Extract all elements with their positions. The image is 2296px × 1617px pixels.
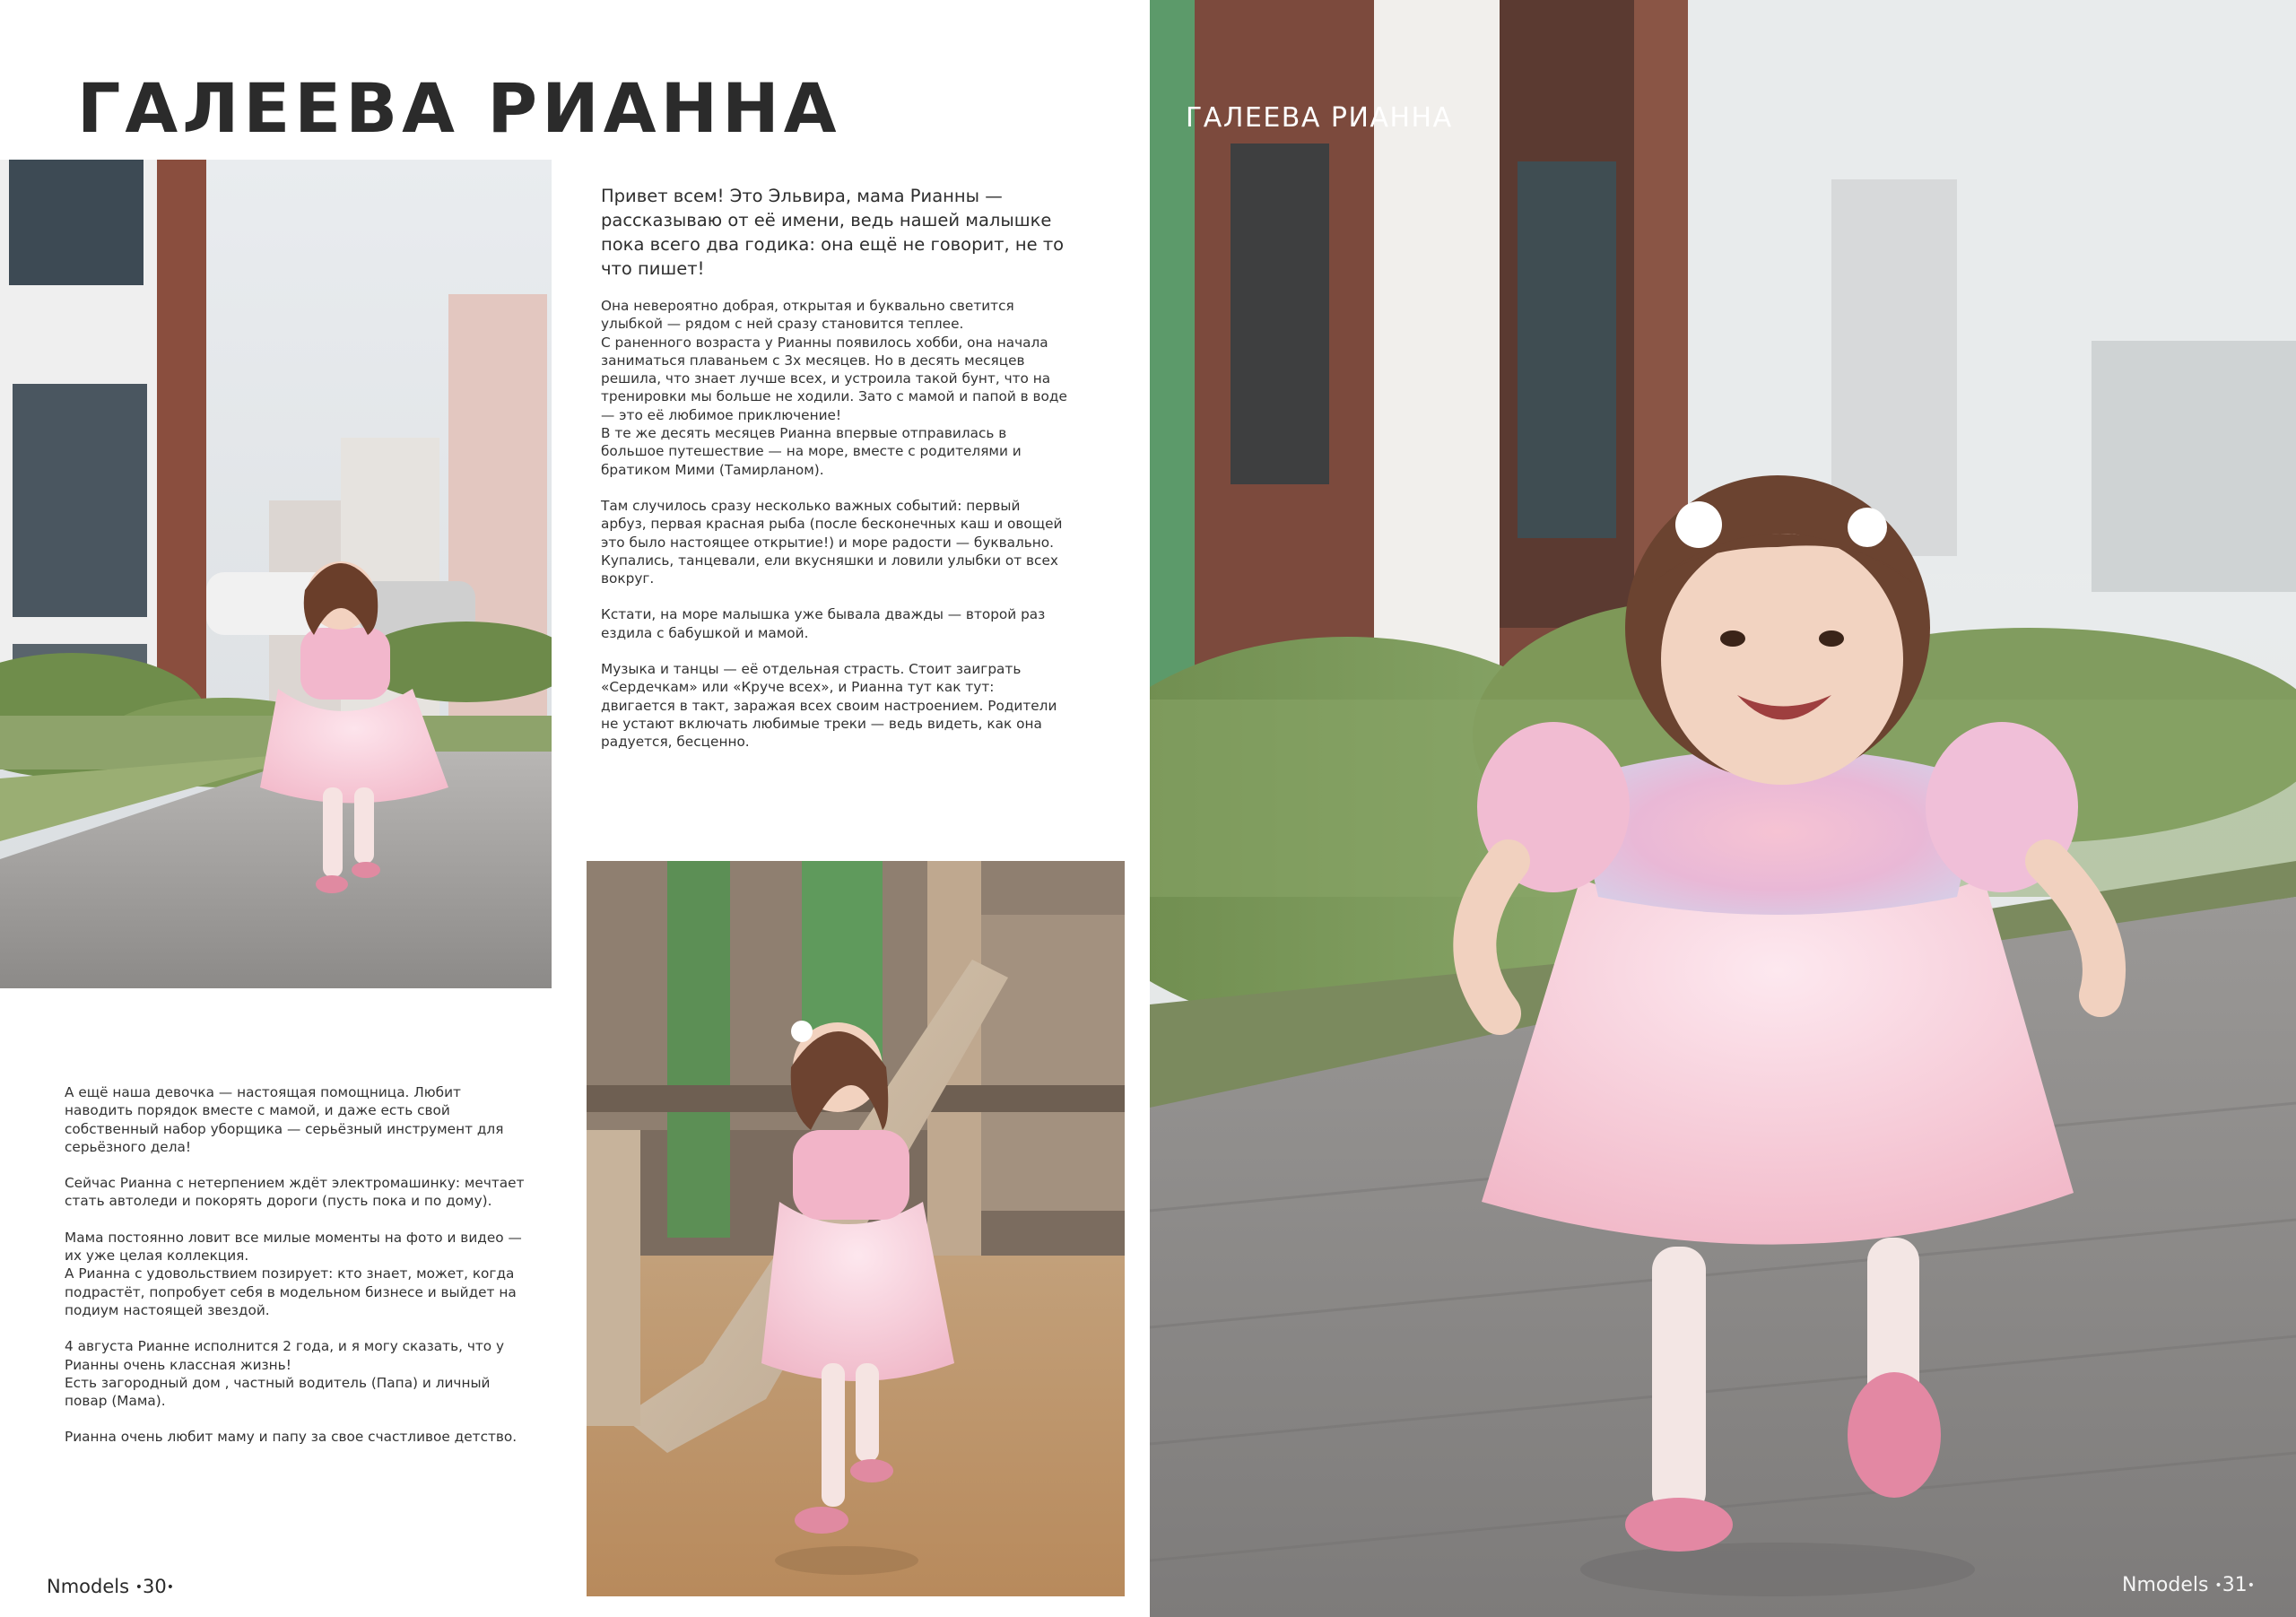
photo-playground — [587, 861, 1125, 1596]
story-paragraph: Мама постоянно ловит все милые моменты на фото и видео — их уже целая коллекция. А Рианна с удовольствием позирует: кто знает, может, когда подрастёт, попробует себя в модельном бизнесе и выйдет на подиум настоящей звездой. — [65, 1229, 522, 1318]
story-column — [601, 297, 1067, 769]
folio-left — [47, 1576, 174, 1597]
folio-right — [2122, 1574, 2255, 1596]
story-paragraph: Кстати, на море малышка уже бывала дважды — второй раз ездила с бабушкой и мамой. — [601, 606, 1046, 641]
story-column-bottom — [65, 1083, 531, 1465]
folio-page-number: 31 — [2222, 1574, 2248, 1596]
story-paragraph: Сейчас Рианна с нетерпением ждёт электромашинку: мечтает стать автоледи и покорять дороги (пусть пока и по дому). — [65, 1175, 525, 1210]
folio-page-number: 30 — [143, 1576, 167, 1597]
intro-paragraph: Привет всем! Это Эльвира, мама Рианны — рассказываю от её имени, ведь нашей малышке пока всего два годика: она ещё не говорит, не то что пишет! — [601, 186, 1065, 279]
folio-dot: • — [2214, 1578, 2222, 1593]
story-paragraph: А ещё наша девочка — настоящая помощница. Любит наводить порядок вместе с мамой, и даже есть свой собственный набор уборщика — серьёзный инструмент для серьёзного дела! — [65, 1084, 504, 1155]
story-paragraph: Там случилось сразу несколько важных событий: первый арбуз, первая красная рыба (после бесконечных каш и овощей это было настоящее открытие!) и море радости — буквально. Купались, танцевали, ели вкусняшки и ловили улыбки от всех вокруг. — [601, 497, 1063, 587]
story-paragraph: Рианна очень любит маму и папу за свое счастливое детство. — [65, 1429, 517, 1446]
page-title: ГАЛЕЕВА РИАННА — [77, 68, 841, 148]
folio-brand: Nmodels — [47, 1576, 130, 1597]
photo-street-small — [0, 160, 552, 988]
folio-dot: • — [2247, 1578, 2255, 1593]
folio-brand: Nmodels — [2122, 1574, 2209, 1596]
folio-dot: • — [166, 1580, 174, 1595]
folio-dot: • — [135, 1580, 143, 1595]
story-paragraph: Музыка и танцы — её отдельная страсть. Стоит заиграть «Сердечкам» или «Круче всех», и Рианна тут как тут: двигается в такт, заражая всех своим настроением. Родители не устают включать любимые треки — ведь видеть, как она радуется, бесценно. — [601, 661, 1057, 751]
story-paragraph: Она невероятно добрая, открытая и буквально светится улыбкой — рядом с ней сразу становится теплее. С раненного возраста у Рианны появилось хобби, она начала заниматься плаваньем с 3х месяцев. Но в десять месяцев решила, что знает лучше всех, и устроила такой бунт, что на тренировки мы больше не ходили. Зато с мамой и папой в воде — это её любимое приключение! В те же десять месяцев Рианна впервые отправилась в большое путешествие — на море, вместе с родителями и братиком Мими (Тамирланом). — [601, 298, 1067, 478]
right-page-title: ГАЛЕЕВА РИАННА — [1186, 102, 1453, 134]
photo-street-large — [1150, 0, 2296, 1617]
story-paragraph: 4 августа Рианне исполнится 2 года, и я могу сказать, что у Рианны очень классная жизнь! Есть загородный дом , частный водитель (Папа) и личный повар (Мама). — [65, 1338, 505, 1410]
